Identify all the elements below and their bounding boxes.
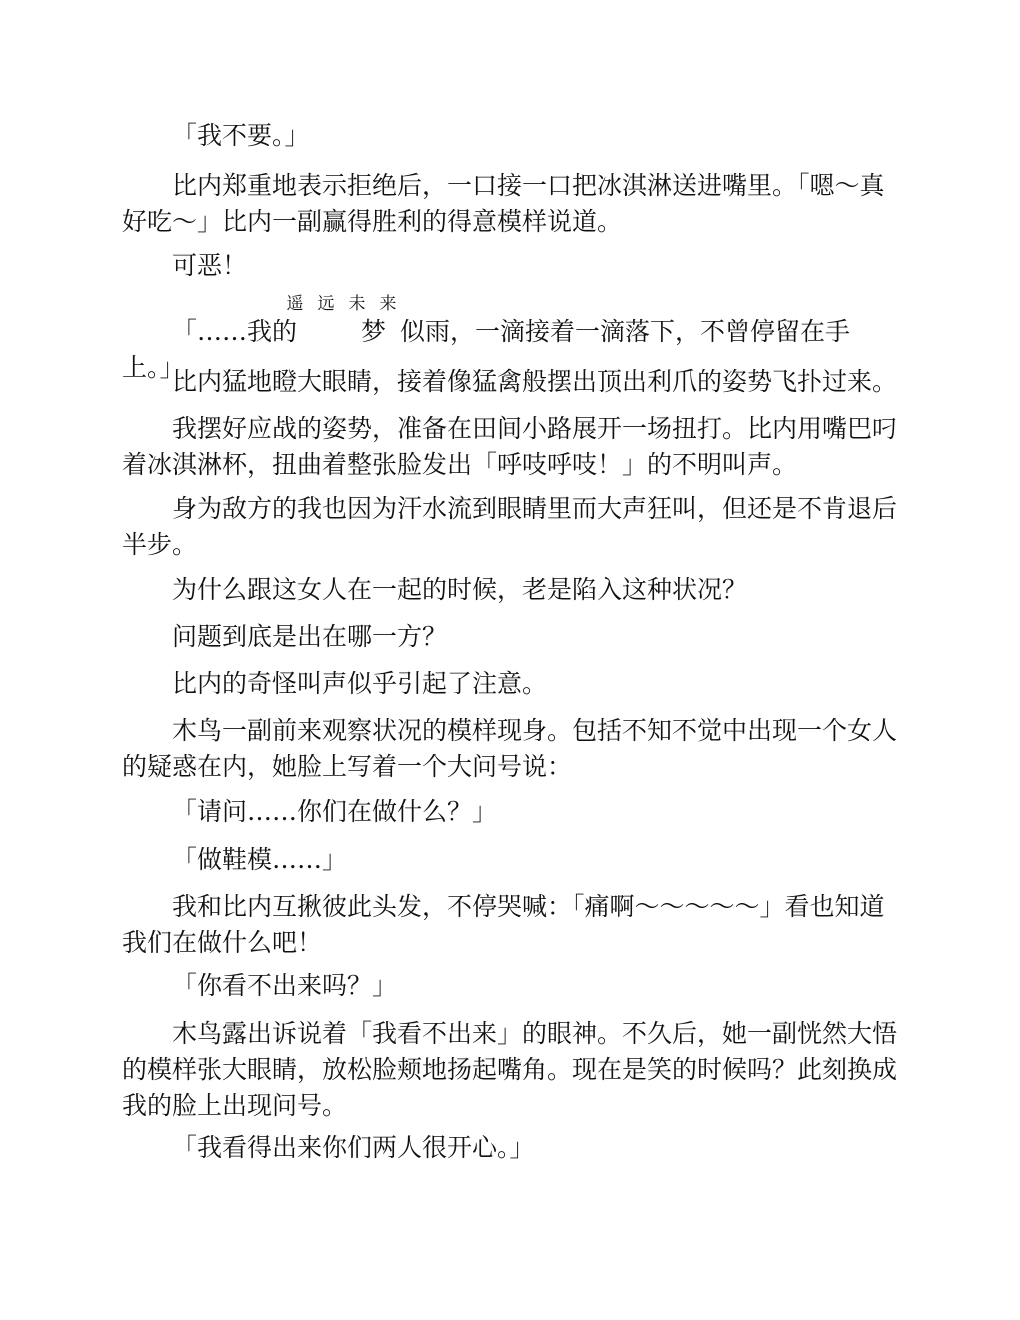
- paragraph: 「我看得出来你们两人很开心。」: [172, 1133, 535, 1162]
- paragraph: 「做鞋模……」: [172, 845, 348, 874]
- paragraph: 比内的奇怪叫声似乎引起了注意。: [172, 669, 548, 698]
- paragraph: 「我不要。」: [172, 121, 310, 150]
- paragraph: 为什么跟这女人在一起的时候，老是陷入这种状况？: [172, 575, 748, 604]
- ruby-line-before: 「……我的: [172, 317, 298, 346]
- paragraph: 比内郑重地表示拒绝后，一口接一口把冰淇淋送进嘴里。「嗯～真好吃～」比内一副赢得胜利的得意模样说道。: [122, 171, 885, 236]
- paragraph: 「请问……你们在做什么？」: [172, 797, 498, 826]
- paragraph: 木鸟一副前来观察状况的模样现身。包括不知不觉中出现一个女人的疑惑在内，她脸上写着一个大问号说：: [122, 716, 898, 781]
- paragraph: 比内猛地瞪大眼睛，接着像猛禽般摆出顶出利爪的姿势飞扑过来。: [172, 367, 898, 396]
- paragraph: 「你看不出来吗？」: [172, 971, 398, 1000]
- paragraph: 可恶！: [172, 251, 248, 280]
- ruby-annotation: 遥远未来: [286, 294, 411, 314]
- paragraph: 身为敌方的我也因为汗水流到眼睛里而大声狂叫，但还是不肯退后半步。: [122, 494, 898, 559]
- paragraph: 我摆好应战的姿势，准备在田间小路展开一场扭打。比内用嘴巴叼着冰淇淋杯，扭曲着整张脸发出「呼吱呼吱！」的不明叫声。: [122, 414, 898, 479]
- paragraph: 问题到底是出在哪一方？: [172, 622, 448, 651]
- ruby-base-text: 梦: [361, 317, 401, 346]
- ruby-line-after: 似雨，一滴接着一滴落下，不曾停留在手上。」: [122, 317, 851, 382]
- paragraph: 木鸟露出诉说着「我看不出来」的眼神。不久后，她一副恍然大悟的模样张大眼睛，放松脸颊地扬起嘴角。现在是笑的时候吗？此刻换成我的脸上出现问号。: [122, 1019, 898, 1120]
- ruby-annotated-word: [286, 294, 411, 350]
- paragraph: 我和比内互揪彼此头发，不停哭喊：「痛啊～～～～～」看也知道我们在做什么吧！: [122, 892, 885, 957]
